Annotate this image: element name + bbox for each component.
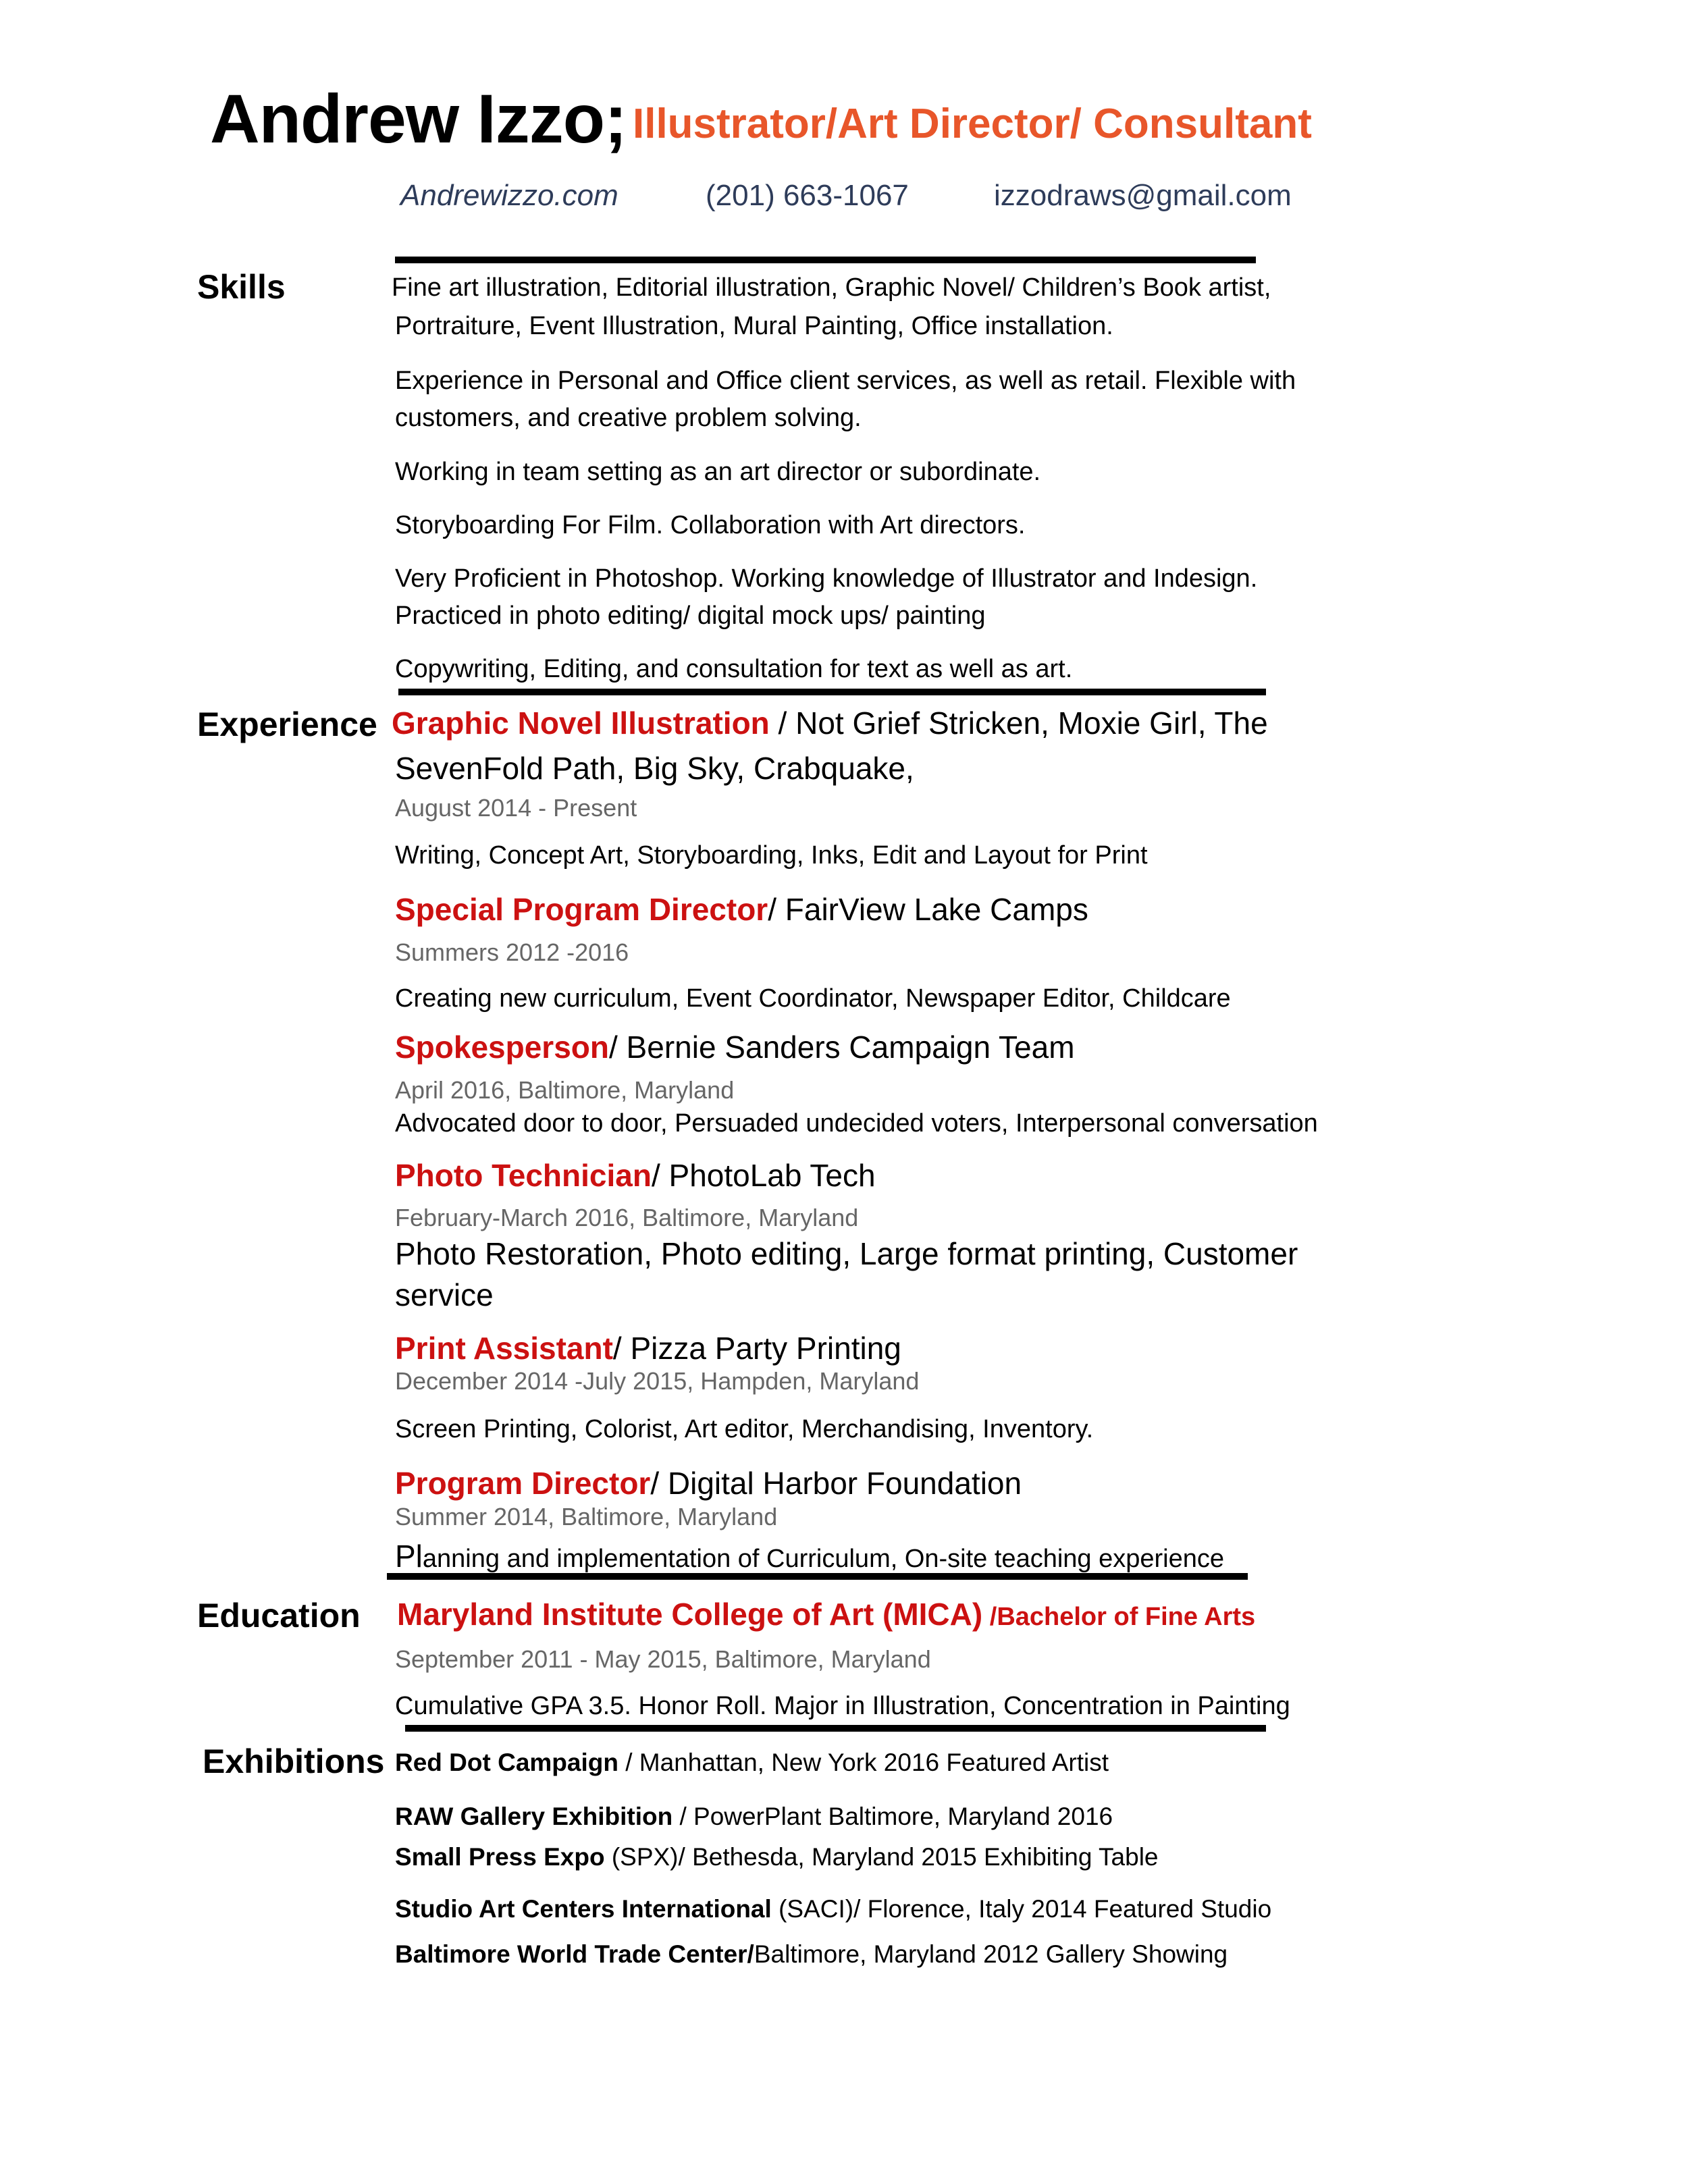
education-description: Cumulative GPA 3.5. Honor Roll. Major in Illustration, Concentration in Painting xyxy=(395,1692,1290,1720)
exhibition-name: Small Press Expo xyxy=(395,1843,605,1871)
exhibition-name: Baltimore World Trade Center/ xyxy=(395,1940,754,1968)
job-role: Photo Technician xyxy=(395,1158,652,1193)
exhibition-item xyxy=(395,1843,1159,1871)
job-heading xyxy=(395,1330,901,1366)
job-org-continued: SevenFold Path, Big Sky, Crabquake, xyxy=(395,751,914,786)
website-link[interactable]: Andrewizzo.com xyxy=(400,179,618,212)
section-label-education: Education xyxy=(197,1597,361,1634)
education-school: Maryland Institute College of Art (MICA) xyxy=(397,1597,983,1632)
education-date: September 2011 - May 2015, Baltimore, Maryland xyxy=(395,1645,931,1673)
divider-skills xyxy=(395,257,1256,263)
job-heading xyxy=(395,891,1088,928)
job-description-initial: Pl xyxy=(395,1539,423,1574)
skills-line: Fine art illustration, Editorial illustration, Graphic Novel/ Children’s Book artist, xyxy=(392,273,1271,302)
exhibition-name: Red Dot Campaign xyxy=(395,1749,618,1776)
education-degree: /Bachelor of Fine Arts xyxy=(982,1603,1256,1631)
section-label-experience: Experience xyxy=(197,705,377,743)
job-role: Spokesperson xyxy=(395,1030,609,1065)
job-org: / FairView Lake Camps xyxy=(768,892,1088,927)
job-description xyxy=(395,1538,1224,1574)
job-role: Graphic Novel Illustration xyxy=(392,705,770,741)
skills-line: Storyboarding For Film. Collaboration with Art directors. xyxy=(395,511,1026,539)
job-date: Summer 2014, Baltimore, Maryland xyxy=(395,1503,778,1530)
education-heading xyxy=(397,1596,1255,1632)
job-description: Writing, Concept Art, Storyboarding, Inks, Edit and Layout for Print xyxy=(395,841,1148,870)
job-heading xyxy=(395,1465,1022,1501)
skills-line: Working in team setting as an art director or subordinate. xyxy=(395,458,1041,486)
job-date: April 2016, Baltimore, Maryland xyxy=(395,1076,735,1104)
job-org: / Digital Harbor Foundation xyxy=(650,1466,1022,1501)
job-role: Special Program Director xyxy=(395,892,768,927)
job-org: / PhotoLab Tech xyxy=(651,1158,876,1193)
exhibition-item xyxy=(395,1749,1109,1777)
skills-line: customers, and creative problem solving. xyxy=(395,404,862,432)
exhibition-item xyxy=(395,1895,1271,1923)
exhibition-detail: (SPX)/ Bethesda, Maryland 2015 Exhibiting Table xyxy=(604,1843,1159,1871)
job-description: Advocated door to door, Persuaded undecided voters, Interpersonal conversation xyxy=(395,1109,1318,1138)
job-org: / Pizza Party Printing xyxy=(612,1331,901,1366)
divider-experience xyxy=(398,689,1266,695)
job-date: February-March 2016, Baltimore, Maryland xyxy=(395,1204,859,1231)
section-label-skills: Skills xyxy=(197,268,286,306)
job-heading xyxy=(395,1029,1075,1065)
exhibition-name: RAW Gallery Exhibition xyxy=(395,1803,673,1830)
job-description: Creating new curriculum, Event Coordinator, Newspaper Editor, Childcare xyxy=(395,984,1231,1013)
skills-line: Practiced in photo editing/ digital mock ups/ painting xyxy=(395,602,986,630)
skills-line: Copywriting, Editing, and consultation for text as well as art. xyxy=(395,655,1073,683)
job-description: Photo Restoration, Photo editing, Large format printing, Customer xyxy=(395,1236,1298,1271)
job-org: / Not Grief Stricken, Moxie Girl, The xyxy=(769,705,1268,741)
job-description-continued: service xyxy=(395,1277,494,1312)
job-description-rest: anning and implementation of Curriculum, On-site teaching experience xyxy=(422,1545,1224,1573)
candidate-title: Illustrator/Art Director/ Consultant xyxy=(633,101,1312,147)
section-label-exhibitions: Exhibitions xyxy=(203,1742,385,1780)
skills-line: Portraiture, Event Illustration, Mural Painting, Office installation. xyxy=(395,312,1113,340)
email-link[interactable]: izzodraws@gmail.com xyxy=(994,179,1292,212)
job-role: Print Assistant xyxy=(395,1331,613,1366)
job-date: Summers 2012 -2016 xyxy=(395,938,629,966)
job-date: December 2014 -July 2015, Hampden, Maryland xyxy=(395,1367,920,1395)
exhibition-detail: / Manhattan, New York 2016 Featured Artist xyxy=(618,1749,1109,1776)
exhibition-item xyxy=(395,1803,1113,1831)
exhibition-item xyxy=(395,1940,1228,1969)
phone-number: (201) 663-1067 xyxy=(706,179,909,212)
job-role: Program Director xyxy=(395,1466,651,1501)
job-heading xyxy=(395,1157,876,1194)
skills-line: Very Proficient in Photoshop. Working knowledge of Illustrator and Indesign. xyxy=(395,564,1258,593)
exhibition-name: Studio Art Centers International xyxy=(395,1895,772,1923)
job-date: August 2014 - Present xyxy=(395,794,637,822)
exhibition-detail: / PowerPlant Baltimore, Maryland 2016 xyxy=(672,1803,1113,1830)
candidate-name: Andrew Izzo; xyxy=(210,80,627,157)
exhibition-detail: (SACI)/ Florence, Italy 2014 Featured Studio xyxy=(771,1895,1272,1923)
job-heading xyxy=(392,705,1268,741)
divider-exhibitions xyxy=(405,1725,1266,1732)
job-description: Screen Printing, Colorist, Art editor, Merchandising, Inventory. xyxy=(395,1415,1094,1443)
skills-line: Experience in Personal and Office client services, as well as retail. Flexible with xyxy=(395,367,1296,395)
exhibition-detail: Baltimore, Maryland 2012 Gallery Showing xyxy=(754,1940,1228,1968)
job-org: / Bernie Sanders Campaign Team xyxy=(609,1030,1075,1065)
